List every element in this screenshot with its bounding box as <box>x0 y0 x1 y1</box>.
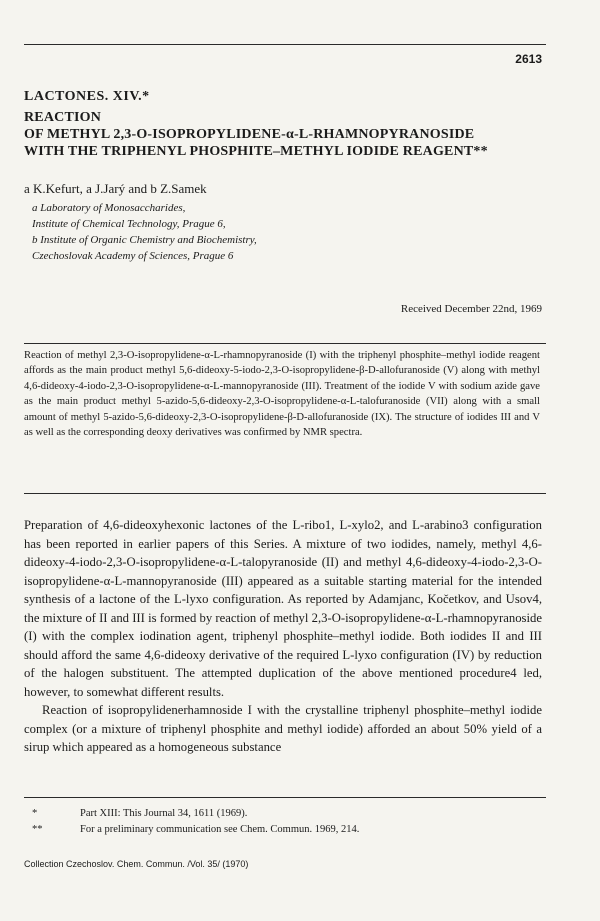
abstract-top-rule <box>24 343 546 344</box>
article-title-line-2: OF METHYL 2,3-O-ISOPROPYLIDENE-α-L-RHAMNOPYRANOSIDE <box>24 127 475 142</box>
affiliation-line-2: Institute of Chemical Technology, Prague 6, <box>32 218 226 230</box>
authors: a K.Kefurt, a J.Jarý and b Z.Samek <box>24 181 207 196</box>
footnote-1 <box>32 806 247 821</box>
footnote-rule <box>24 797 546 798</box>
page-number: 2613 <box>515 52 542 66</box>
header-rule <box>24 44 546 45</box>
footnote-2-text: For a preliminary communication see Chem. Commun. 1969, 214. <box>80 824 360 835</box>
footnote-1-mark: * <box>32 808 38 819</box>
article-title-line-3: WITH THE TRIPHENYL PHOSPHITE–METHYL IODIDE REAGENT** <box>24 144 488 159</box>
body-paragraph-1: Preparation of 4,6-dideoxyhexonic lactones of the L-ribo1, L-xylo2, and L-arabino3 configuration has been reported in earlier papers of this Series. A mixture of two iodides, namely, methyl 4,6-dideoxy-4-iodo-2,3-O-isopropylidene-α-L-talopyranoside (II) and methyl 4,6-dideoxy-4-iodo-2,3-O-isopropylidene-α-L-mannopyranoside (III) appeared as a suitable starting material for the intended synthesis of a lactone of the L-lyxo configuration. As reported by Adamjanc, Kočetkov, and Usov4, the mixture of II and III is formed by reaction of methyl 2,3-O-isopropylidene-α-L-rhamnopyranoside (I) with the complex iodination agent, triphenyl phosphite–methyl iodide. Both iodides II and III should afford the same 4,6-dideoxy derivative of the required L-lyxo configuration (IV) by reduction of the halogen substituent. The attempted duplication of the above mentioned procedure4 led, however, to somewhat different results. <box>24 518 542 699</box>
series-heading: LACTONES. XIV.* <box>24 89 150 104</box>
affiliation-line-4: Czechoslovak Academy of Sciences, Prague 6 <box>32 250 234 262</box>
article-title-line-1: REACTION <box>24 110 102 125</box>
footnote-2 <box>32 822 359 837</box>
body-text <box>24 516 542 757</box>
footnote-1-text: Part XIII: This Journal 34, 1611 (1969). <box>80 808 248 819</box>
abstract-bottom-rule <box>24 493 546 494</box>
body-paragraph-2: Reaction of isopropylidenerhamnoside I with the crystalline triphenyl phosphite–methyl iodide complex (or a mixture of triphenyl phosphite and methyl iodide) afforded an about 50% yield of a sirup which appeared as a homogeneous substance <box>24 703 542 754</box>
footnote-2-mark: ** <box>32 824 43 835</box>
affiliation-line-3: b Institute of Organic Chemistry and Biochemistry, <box>32 234 257 246</box>
journal-footer: Collection Czechoslov. Chem. Commun. /Vol. 35/ (1970) <box>24 859 249 869</box>
affiliation-line-1: a Laboratory of Monosaccharides, <box>32 202 186 214</box>
received-date: Received December 22nd, 1969 <box>400 303 542 315</box>
abstract: Reaction of methyl 2,3-O-isopropylidene-α-L-rhamnopyranoside (I) with the triphenyl phosphite–methyl iodide reagent affords as the main product methyl 5,6-dideoxy-5-iodo-2,3-O-isopropylidene-β-D-allofuranoside (V) along with methyl 4,6-dideoxy-4-iodo-2,3-O-isopropylidene-α-L-mannopyranoside (III). Treatment of the iodide V with sodium azide gave as the main product methyl 5-azido-5,6-dideoxy-2,3-O-isopropylidene-α-L-talofuranoside (VII) along with a small amount of methyl 5-azido-5,6-dideoxy-2,3-O-isopropylidene-β-D-allofuranoside (IX). The structure of iodides III and V as well as the corresponding deoxy derivatives was confirmed by NMR spectra. <box>24 350 540 439</box>
